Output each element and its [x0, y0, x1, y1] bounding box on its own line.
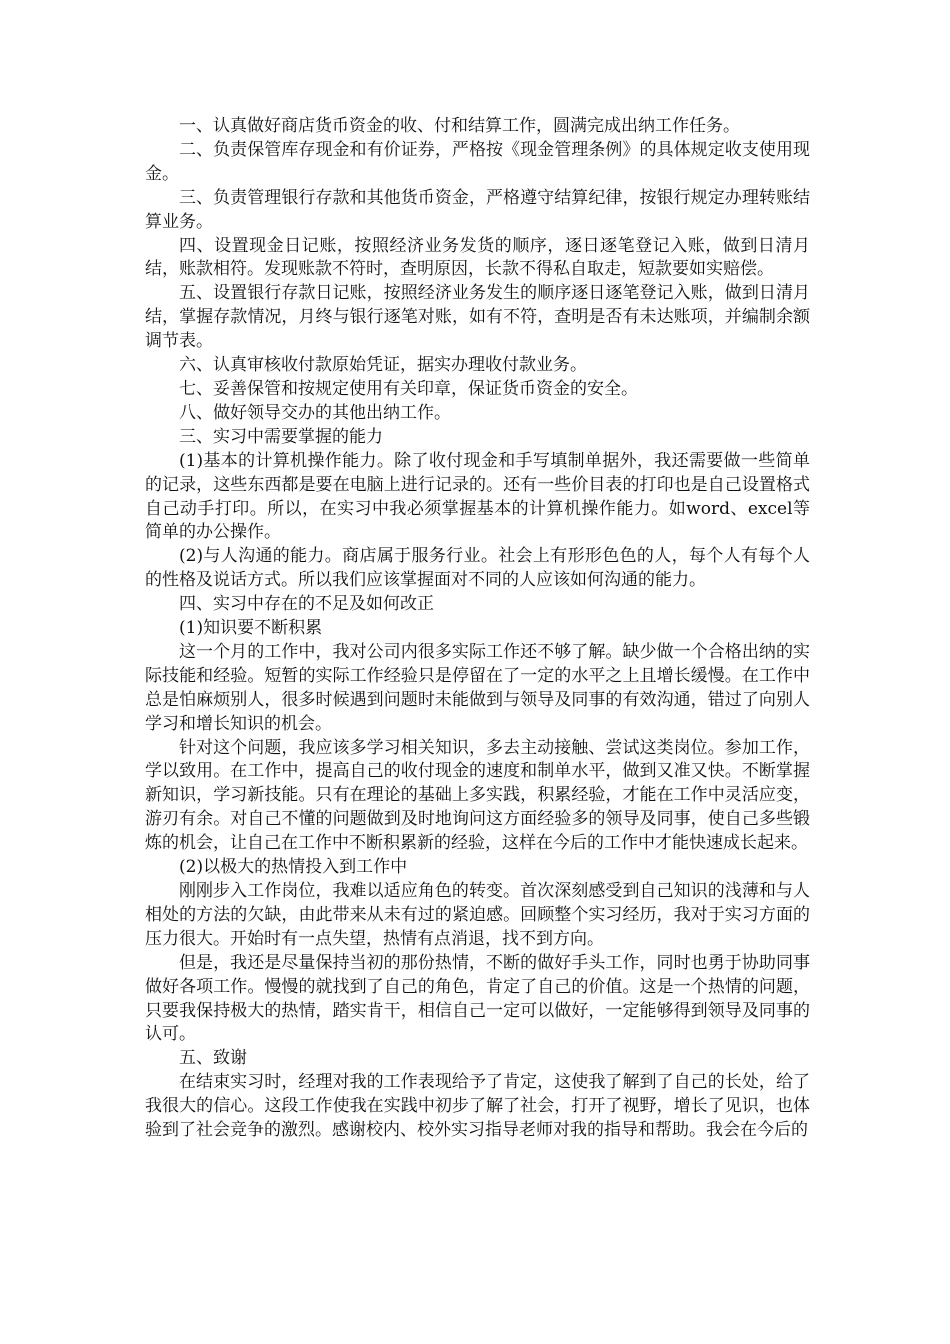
- paragraph-ability-communication: (2)与人沟通的能力。商店属于服务行业。社会上有形形色色的人，每个人有每个人的性格及说话方式。所以我们应该掌握面对不同的人应该如何沟通的能力。: [145, 546, 810, 591]
- paragraph-duty-3: 三、负责管理银行存款和其他货币资金，严格遵守结算纪律，按银行规定办理转账结算业务。: [145, 187, 810, 232]
- paragraph-duty-8: 八、做好领导交办的其他出纳工作。: [179, 402, 451, 423]
- subheading-enthusiasm: (2)以极大的热情投入到工作中: [179, 857, 408, 878]
- paragraph-enthusiasm-problem: 刚刚步入工作岗位，我难以适应角色的转变。首次深刻感受到自己知识的浅薄和与人相处的方法的欠缺，由此带来从未有过的紧迫感。回顾整个实习经历，我对于实习方面的压力很大。开始时有一点失望，热情有点消退，找不到方向。: [145, 881, 810, 949]
- section-heading-thanks: 五、致谢: [179, 1048, 247, 1069]
- paragraph-thanks: 在结束实习时，经理对我的工作表现给予了肯定，这使我了解到了自己的长处，给了我很大的信心。这段工作使我在实践中初步了解了社会，打开了视野，增长了见识，也体验到了社会竞争的激烈。感谢校内、校外实习指导老师对我的指导和帮助。我会在今后的: [145, 1072, 810, 1141]
- paragraph-duty-4: 四、设置现金日记账，按照经济业务发货的顺序，逐日逐笔登记入账，做到日清月结，账款相符。发现账款不符时，查明原因，长款不得私自取走，短款要如实赔偿。: [145, 235, 810, 280]
- section-heading-shortcomings: 四、实习中存在的不足及如何改正: [179, 594, 434, 615]
- section-heading-abilities: 三、实习中需要掌握的能力: [179, 426, 383, 447]
- paragraph-duty-7: 七、妥善保管和按规定使用有关印章，保证货币资金的安全。: [179, 378, 638, 399]
- paragraph-knowledge-solution: 针对这个问题，我应该多学习相关知识，多去主动接触、尝试这类岗位。参加工作，学以致用。在工作中，提高自己的收付现金的速度和制单水平，做到又准又快。不断掌握新知识，学习新技能。只有在理论的基础上多实践，积累经验，才能在工作中灵活应变，游刃有余。对自己不懂的问题做到及时地询问这方面经验多的领导及同事，使自己多些锻炼的机会，让自己在工作中不断积累新的经验，这样在今后的工作中才能快速成长起来。: [145, 737, 810, 854]
- paragraph-duty-5: 五、设置银行存款日记账，按照经济业务发生的顺序逐日逐笔登记入账，做到日清月结，掌握存款情况，月终与银行逐笔对账，如有不符，查明是否有未达账项，并编制余额调节表。: [145, 283, 810, 352]
- subheading-knowledge: (1)知识要不断积累: [179, 618, 323, 639]
- paragraph-duty-1: 一、认真做好商店货币资金的收、付和结算工作，圆满完成出纳工作任务。: [179, 116, 740, 136]
- document-body: [145, 115, 810, 1143]
- paragraph-ability-computer: (1)基本的计算机操作能力。除了收付现金和手写填制单据外，我还需要做一些简单的记录，这些东西都是要在电脑上进行记录的。还有一些价目表的打印也是自己设置格式自己动手打印。所以，在实习中我必须掌握基本的计算机操作能力。如word、excel等简单的办公操作。: [145, 450, 810, 543]
- paragraph-duty-2: 二、负责保管库存现金和有价证券，严格按《现金管理条例》的具体规定收支使用现金。: [145, 139, 810, 184]
- paragraph-knowledge-problem: 这一个月的工作中，我对公司内很多实际工作还不够了解。缺少做一个合格出纳的实际技能和经验。短暂的实际工作经验只是停留在了一定的水平之上且增长缓慢。在工作中总是怕麻烦别人，很多时候遇到问题时未能做到与领导及同事的有效沟通，错过了向别人学习和增长知识的机会。: [145, 641, 810, 734]
- paragraph-duty-6: 六、认真审核收付款原始凭证，据实办理收付款业务。: [179, 355, 587, 376]
- paragraph-enthusiasm-solution: 但是，我还是尽量保持当初的那份热情，不断的做好手头工作，同时也勇于协助同事做好各项工作。慢慢的就找到了自己的角色，肯定了自己的价值。这是一个热情的问题，只要我保持极大的热情，踏实肯干，相信自己一定可以做好，一定能够得到领导及同事的认可。: [145, 952, 810, 1045]
